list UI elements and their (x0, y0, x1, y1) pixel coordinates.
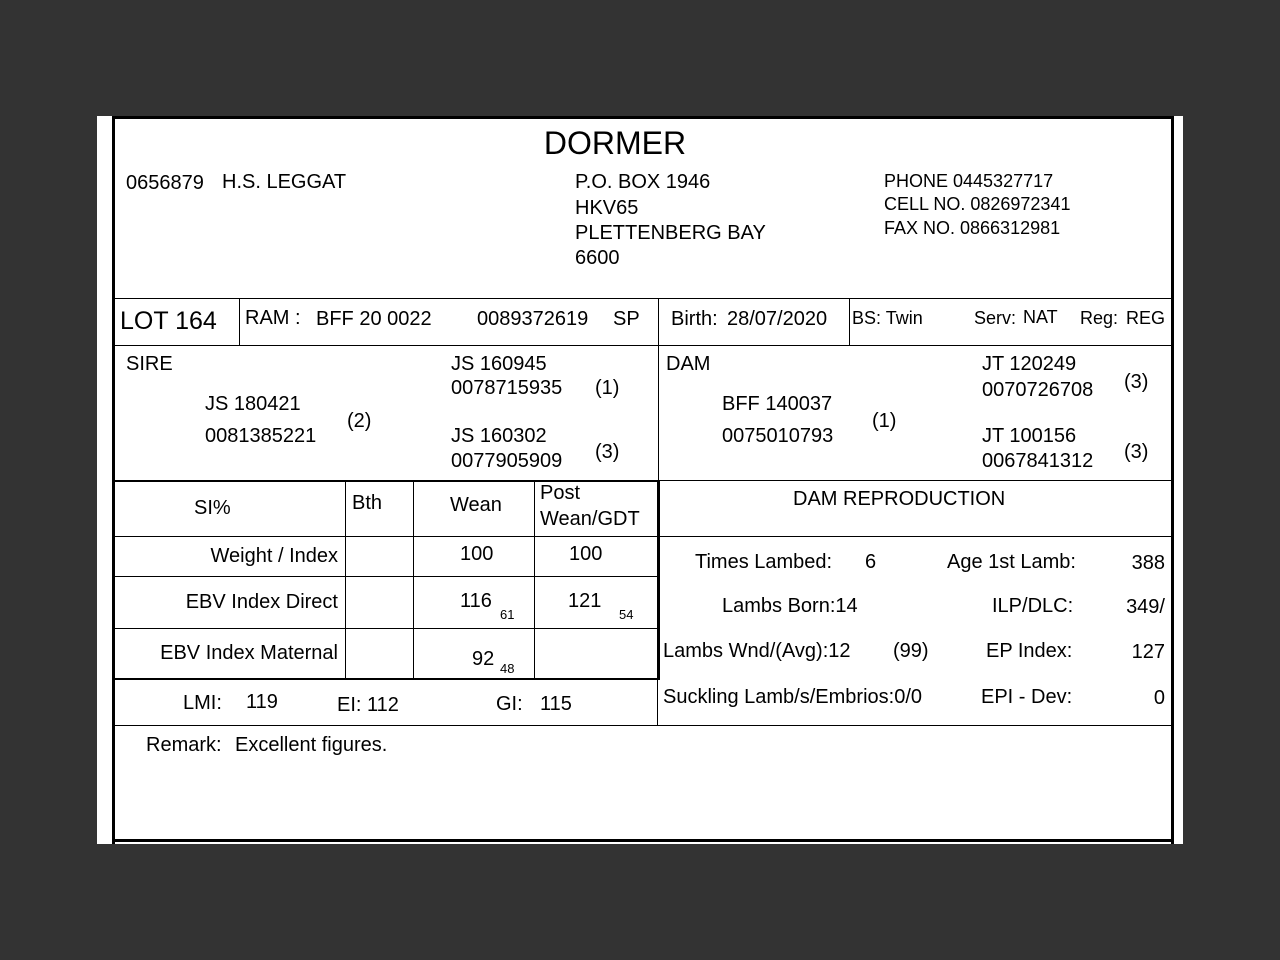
divider (849, 298, 850, 345)
gi-value: 115 (540, 693, 572, 715)
age-first-lamb-label: Age 1st Lamb: (947, 551, 1076, 573)
wean-value: 100 (460, 543, 494, 565)
lmi-label: LMI: (183, 692, 222, 714)
ram-number: 0089372619 (477, 308, 589, 330)
sire-of-sire-id: JS 160945 (451, 353, 547, 375)
post-accuracy: 54 (619, 607, 634, 622)
address-line: P.O. BOX 1946 (575, 171, 711, 193)
sire-of-sire-number: 0078715935 (451, 377, 563, 399)
sire-of-sire-grade: (1) (595, 377, 620, 399)
age-first-lamb-value: 388 (1131, 551, 1165, 574)
breed-title: DORMER (543, 125, 687, 161)
divider (413, 482, 414, 679)
divider (345, 482, 346, 679)
dam-of-sire-number: 0077905909 (451, 450, 563, 472)
sire-of-dam-number: 0070726708 (982, 379, 1094, 401)
divider (660, 536, 1172, 537)
divider (658, 298, 659, 345)
sire-of-dam-grade: (3) (1124, 371, 1149, 393)
birth-label: Birth: (671, 308, 718, 330)
divider (658, 345, 659, 480)
reg-label: Reg: (1080, 308, 1119, 328)
sire-number: 0081385221 (205, 425, 317, 447)
post-value: 100 (569, 543, 603, 565)
birth-status: BS: Twin (852, 308, 923, 328)
header-si: SI% (194, 497, 231, 519)
sire-grade: (2) (347, 410, 372, 432)
divider (114, 725, 1172, 726)
divider (114, 298, 1172, 299)
sire-id: JS 180421 (205, 393, 301, 415)
divider (534, 482, 535, 679)
cell: CELL NO. 0826972341 (884, 194, 1071, 214)
dam-number: 0075010793 (722, 425, 834, 447)
lambs-weaned: Lambs Wnd/(Avg):12 (663, 640, 851, 662)
ilp-label: ILP/DLC: (992, 595, 1074, 617)
remark-text: Excellent figures. (235, 734, 388, 756)
wean-accuracy: 48 (500, 661, 515, 676)
sire-label: SIRE (126, 353, 173, 375)
dam-of-sire-grade: (3) (595, 441, 620, 463)
sire-of-dam-id: JT 120249 (982, 353, 1077, 375)
dam-id: BFF 140037 (722, 393, 833, 415)
serv-value: NAT (1023, 307, 1058, 327)
epi-dev-label: EPI - Dev: (981, 686, 1073, 708)
dam-label: DAM (666, 353, 711, 375)
ram-id: BFF 20 0022 (316, 308, 432, 330)
lot-card (97, 116, 1183, 844)
row-label: Weight / Index (210, 545, 338, 567)
address-line: PLETTENBERG BAY (575, 222, 766, 244)
frame-bottom (112, 839, 1174, 842)
times-lambed-label: Times Lambed: (695, 551, 833, 573)
times-lambed-value: 6 (865, 551, 877, 573)
gi-label: GI: (496, 693, 523, 715)
serv-label: Serv: (974, 308, 1017, 328)
divider (114, 678, 660, 680)
ram-grade: SP (613, 308, 640, 330)
row-label: EBV Index Direct (185, 591, 338, 613)
ep-index-value: 127 (1131, 640, 1165, 663)
lmi-value: 119 (246, 691, 278, 713)
wean-value: 92 (472, 648, 495, 670)
suckling-lambs: Suckling Lamb/s/Embrios:0/0 (663, 686, 923, 708)
lambs-born: Lambs Born:14 (722, 595, 858, 617)
owner-code: 0656879 (126, 172, 204, 194)
dam-grade: (1) (872, 410, 897, 432)
row-label: EBV Index Maternal (160, 642, 338, 664)
ram-label: RAM : (245, 307, 301, 329)
remark-label: Remark: (146, 734, 222, 756)
dam-of-dam-number: 0067841312 (982, 450, 1094, 472)
dam-of-sire-id: JS 160302 (451, 425, 547, 447)
birth-date: 28/07/2020 (727, 308, 828, 330)
epi-dev-value: 0 (1153, 686, 1165, 709)
address-line: HKV65 (575, 197, 639, 219)
divider (239, 298, 240, 345)
divider (657, 680, 658, 725)
owner-name: H.S. LEGGAT (222, 171, 347, 193)
address-line: 6600 (575, 247, 620, 269)
divider (657, 482, 660, 679)
divider (660, 480, 1172, 481)
dam-of-dam-id: JT 100156 (982, 425, 1077, 447)
header-bth: Bth (352, 492, 383, 514)
lot-number: LOT 164 (120, 307, 217, 335)
header-post: Post (540, 482, 581, 504)
ei-value: EI: 112 (337, 694, 399, 716)
ep-index-label: EP Index: (986, 640, 1073, 662)
wean-accuracy: 61 (500, 607, 515, 622)
dam-reproduction-title: DAM REPRODUCTION (793, 488, 1006, 510)
phone: PHONE 0445327717 (884, 171, 1054, 191)
fax: FAX NO. 0866312981 (884, 218, 1061, 238)
reg-value: REG (1126, 308, 1166, 328)
wean-value: 116 (460, 590, 492, 612)
ilp-value: 349/ (1126, 595, 1165, 618)
lambs-weaned-avg: (99) (893, 640, 929, 662)
dam-of-dam-grade: (3) (1124, 441, 1149, 463)
divider (114, 345, 1172, 346)
frame-top (112, 116, 1174, 119)
header-wean: Wean (450, 494, 502, 516)
post-value: 121 (568, 590, 602, 612)
header-wean-gdt: Wean/GDT (540, 508, 640, 530)
